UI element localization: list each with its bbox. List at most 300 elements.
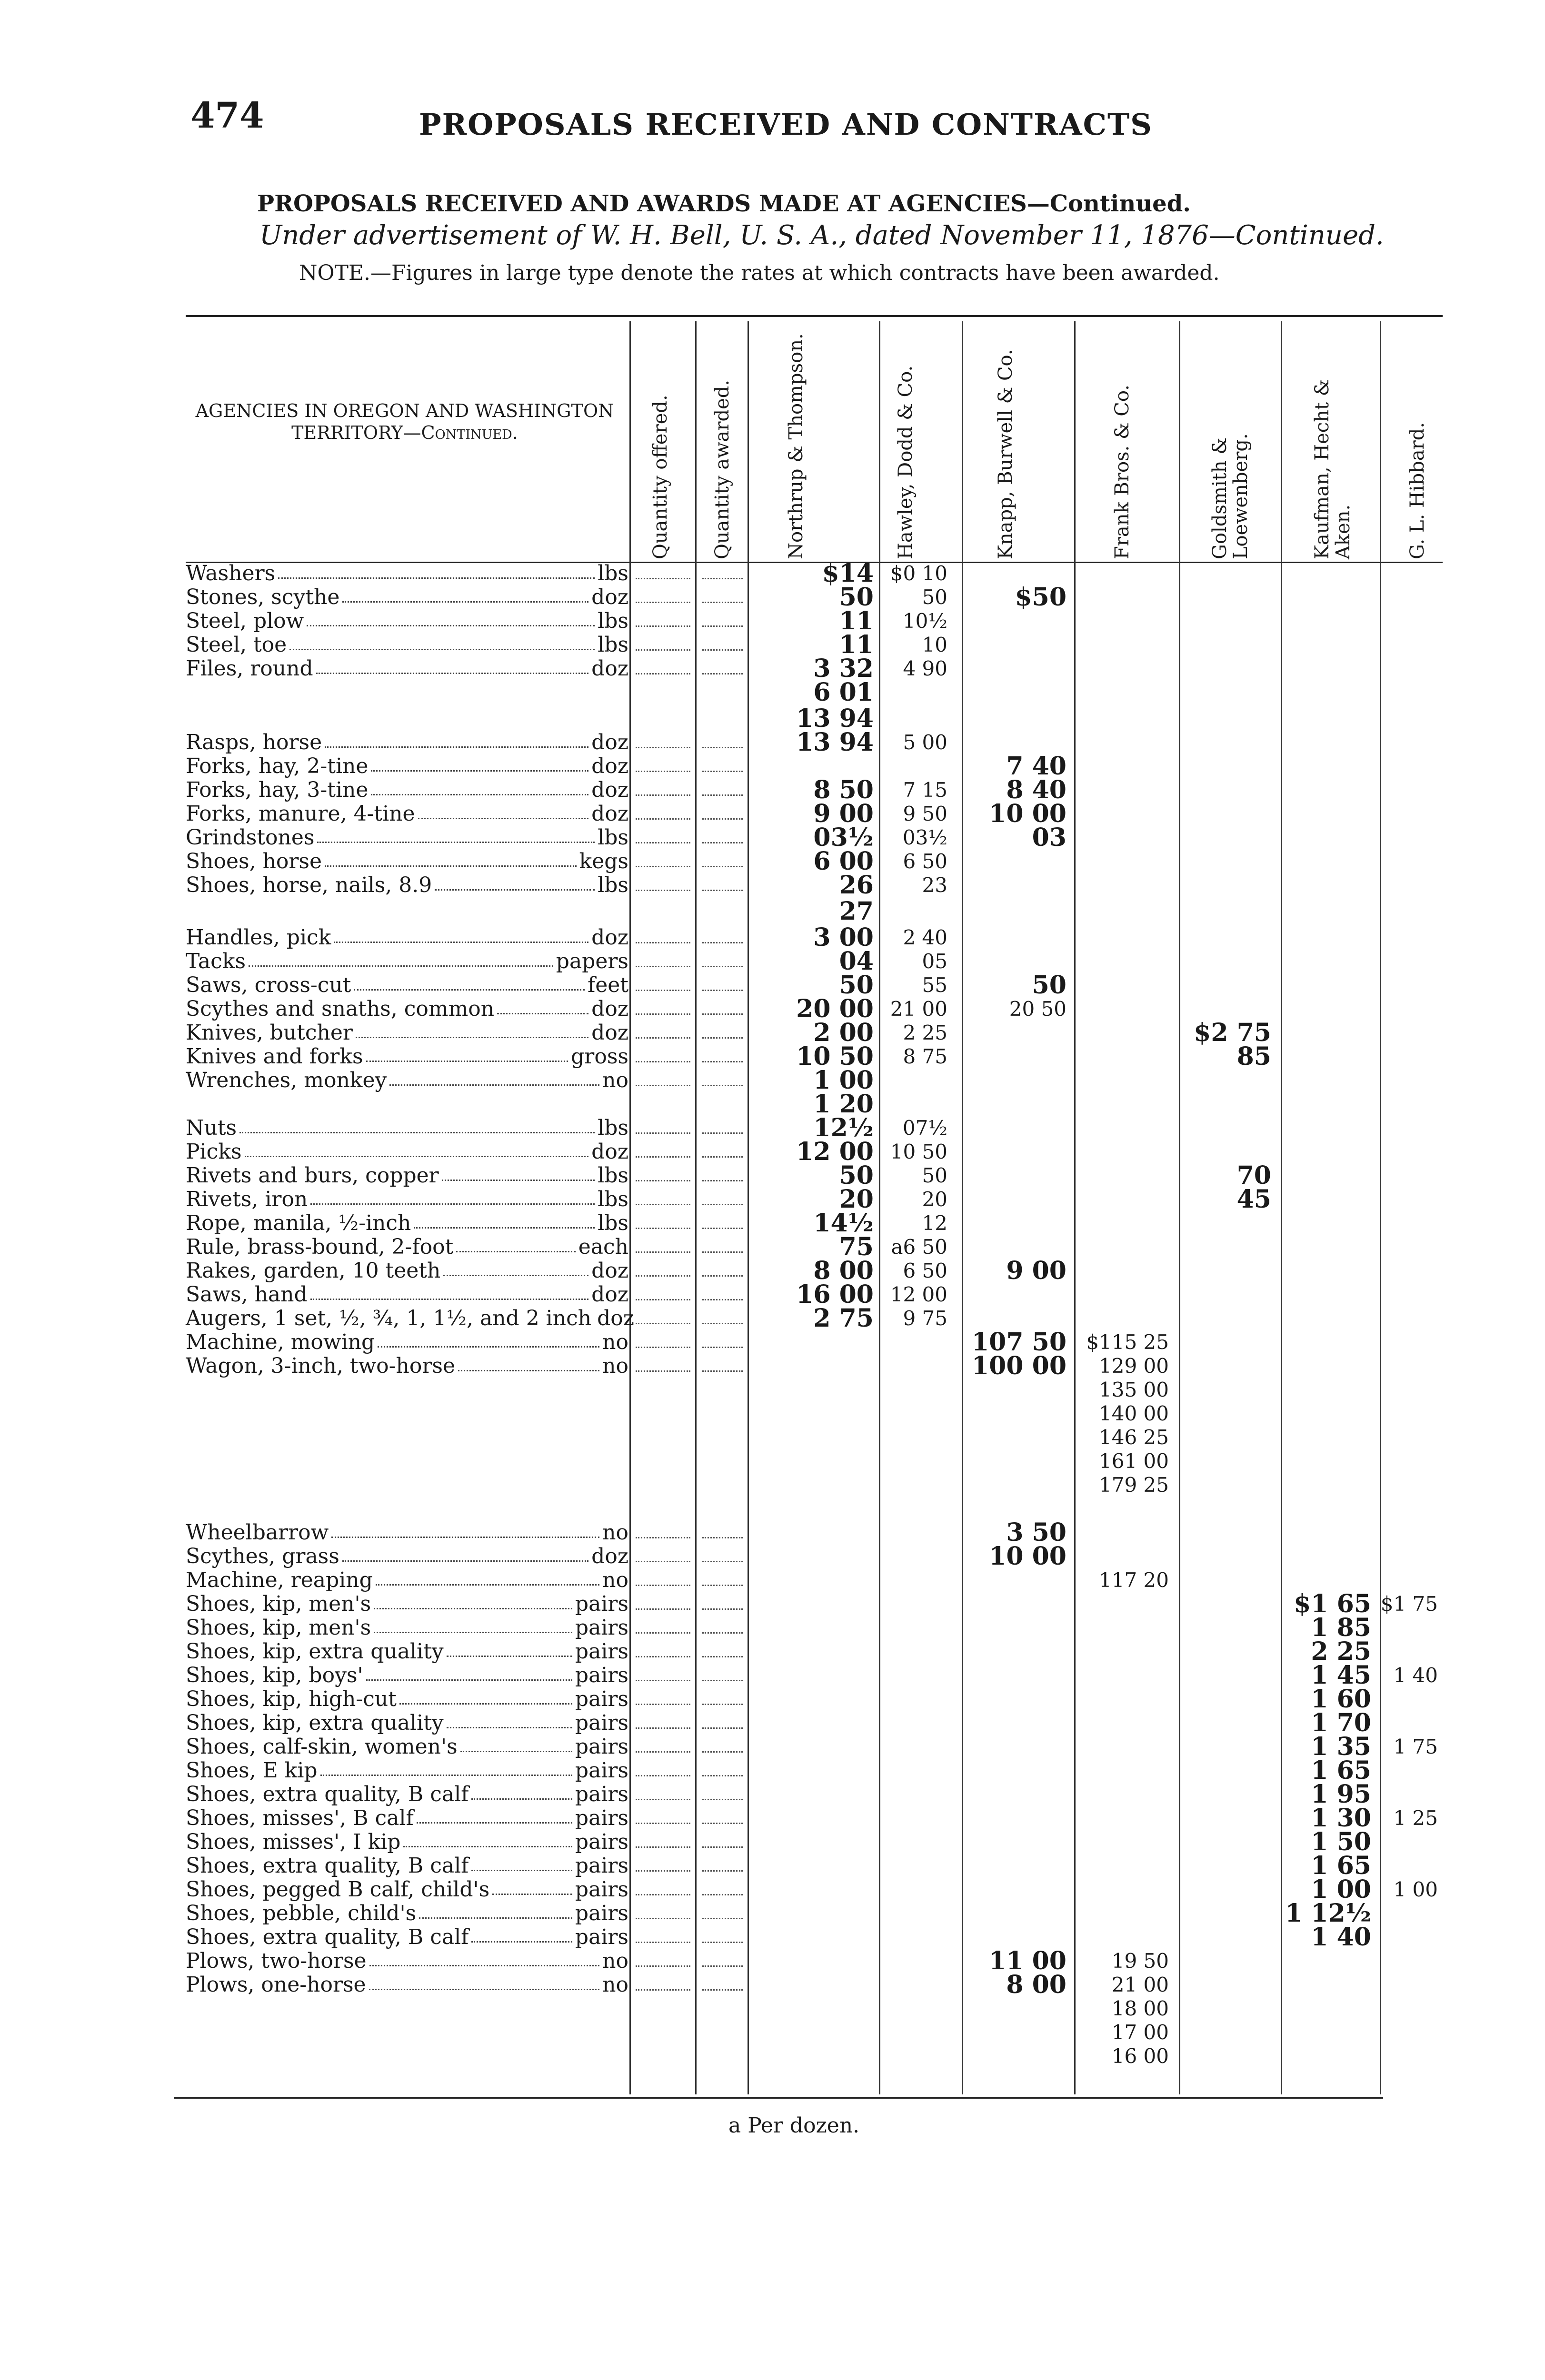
- dotted-fill: [702, 1608, 743, 1610]
- northrup-price: 14½: [813, 1209, 874, 1238]
- item-unit: pairs: [575, 1782, 628, 1806]
- dotted-fill: [636, 1989, 690, 1991]
- dotted-fill: [702, 1061, 743, 1062]
- item-name: Forks, manure, 4-tine: [186, 802, 415, 826]
- item-name: Shoes, calf-skin, women's: [186, 1735, 458, 1759]
- item-name: Shoes, horse, nails, 8.9: [186, 873, 432, 897]
- dot-leader: [443, 1259, 588, 1276]
- item-unit: lbs: [598, 609, 628, 633]
- knapp-price: 10 00: [989, 799, 1067, 828]
- frank-price: 146 25: [1099, 1426, 1169, 1449]
- dotted-fill: [636, 602, 690, 603]
- knapp-price: 10 00: [989, 1542, 1067, 1571]
- item-name: Washers: [186, 561, 276, 585]
- column-header-northrup: Northrup & Thompson.: [785, 333, 807, 559]
- dot-leader: [447, 1711, 572, 1728]
- dotted-fill: [636, 1608, 690, 1610]
- dotted-fill: [636, 649, 690, 651]
- dot-leader: [492, 1878, 572, 1895]
- column-header-kaufman: Kaufman, Hecht & Aken.: [1311, 379, 1354, 559]
- dotted-fill: [702, 673, 743, 674]
- dot-leader: [371, 778, 588, 795]
- frank-price: 17 00: [1111, 2021, 1169, 2044]
- item-name: Shoes, misses', B calf: [186, 1806, 414, 1830]
- hawley-price: 23: [922, 873, 947, 897]
- dot-leader: [447, 1640, 572, 1657]
- frank-price: 16 00: [1111, 2044, 1169, 2068]
- northrup-price: 8 50: [813, 775, 874, 804]
- dotted-fill: [702, 1037, 743, 1039]
- dotted-fill: [702, 866, 743, 867]
- item-name: Machine, reaping: [186, 1568, 373, 1592]
- hawley-price: 9 50: [903, 802, 947, 825]
- item-name: Scythes and snaths, common: [186, 997, 495, 1021]
- item-unit: doz: [591, 585, 628, 609]
- knapp-price: 11 00: [989, 1946, 1067, 1975]
- dot-leader: [366, 1045, 568, 1062]
- goldsmith-price: 70: [1236, 1161, 1271, 1190]
- dotted-fill: [702, 1347, 743, 1348]
- dotted-fill: [636, 1942, 690, 1943]
- frank-price: $115 25: [1086, 1330, 1169, 1354]
- dotted-fill: [636, 1132, 690, 1134]
- hawley-price: 12 00: [890, 1283, 947, 1306]
- table-row: [186, 973, 628, 997]
- dotted-fill: [702, 1085, 743, 1086]
- knapp-price: 8 00: [1006, 1970, 1067, 1999]
- table-row: [186, 1830, 628, 1854]
- agency-column-header: AGENCIES IN OREGON AND WASHINGTON TERRITORY—Continued.: [195, 400, 614, 443]
- hibbard-price: 1 40: [1393, 1664, 1438, 1687]
- dot-leader: [471, 1925, 572, 1943]
- item-name: Steel, plow: [186, 609, 304, 633]
- table-row: [186, 1069, 628, 1092]
- item-unit: pairs: [575, 1830, 628, 1854]
- column-header-quantity-offered: Quantity offered.: [649, 395, 671, 559]
- item-name: Wagon, 3-inch, two-horse: [186, 1354, 456, 1378]
- item-unit: pairs: [575, 1616, 628, 1640]
- dotted-fill: [636, 1180, 690, 1181]
- column-divider: [1380, 321, 1381, 2094]
- dot-leader: [317, 826, 595, 843]
- dotted-fill: [636, 866, 690, 867]
- item-name: Wrenches, monkey: [186, 1068, 387, 1092]
- column-header-knapp: Knapp, Burwell & Co.: [995, 349, 1017, 559]
- item-unit: doz: [591, 778, 628, 802]
- table-row: [186, 1616, 628, 1640]
- dot-leader: [374, 1592, 572, 1609]
- dot-leader: [376, 1568, 599, 1586]
- footnote: a Per dozen.: [728, 2113, 860, 2138]
- frank-price: 19 50: [1111, 1949, 1169, 1973]
- item-unit: doz: [591, 1282, 628, 1307]
- dot-leader: [419, 1902, 572, 1919]
- dotted-fill: [702, 602, 743, 603]
- knapp-price: $50: [1015, 583, 1067, 612]
- item-unit: doz: [591, 1544, 628, 1568]
- table-row: [186, 1854, 628, 1878]
- column-header-hawley: Hawley, Dodd & Co.: [895, 365, 917, 559]
- item-unit: lbs: [598, 825, 628, 850]
- dot-leader: [310, 1283, 588, 1300]
- frank-price: 161 00: [1099, 1449, 1169, 1473]
- dotted-fill: [702, 1751, 743, 1753]
- table-row: [186, 1568, 628, 1592]
- northrup-price: 1 00: [813, 1066, 874, 1095]
- northrup-price: 50: [839, 971, 874, 1000]
- dot-leader: [374, 1616, 572, 1633]
- dotted-fill: [702, 942, 743, 943]
- dot-leader: [278, 562, 595, 579]
- dotted-fill: [702, 1965, 743, 1967]
- northrup-price: 2 75: [813, 1304, 874, 1333]
- dotted-fill: [702, 1537, 743, 1538]
- frank-price: 21 00: [1111, 1973, 1169, 1996]
- item-unit: no: [602, 1568, 628, 1592]
- item-name: Shoes, E kip: [186, 1758, 318, 1783]
- table-row: [186, 731, 628, 754]
- item-name: Tacks: [186, 949, 246, 973]
- table-row: [186, 1354, 628, 1378]
- item-unit: lbs: [598, 1116, 628, 1140]
- hibbard-price: 1 00: [1393, 1878, 1438, 1901]
- item-unit: doz: [591, 1259, 628, 1283]
- knapp-price: 9 00: [1006, 1256, 1067, 1285]
- dot-leader: [471, 1783, 572, 1800]
- column-divider: [962, 321, 963, 2094]
- dotted-fill: [636, 1561, 690, 1562]
- dotted-fill: [702, 1013, 743, 1015]
- dotted-fill: [636, 1347, 690, 1348]
- hawley-price: 05: [922, 950, 947, 973]
- dot-leader: [307, 609, 595, 626]
- item-unit: no: [602, 1354, 628, 1378]
- dotted-fill: [702, 1275, 743, 1277]
- northrup-price: 13 94: [796, 704, 874, 733]
- dot-leader: [497, 997, 588, 1014]
- hibbard-price: 1 75: [1393, 1735, 1438, 1758]
- hawley-price: 6 50: [903, 850, 947, 873]
- northrup-price: 27: [839, 897, 874, 926]
- item-name: Machine, mowing: [186, 1330, 375, 1354]
- item-unit: pairs: [575, 1758, 628, 1783]
- item-name: Shoes, extra quality, B calf: [186, 1925, 469, 1949]
- column-header-quantity-awarded: Quantity awarded.: [711, 379, 733, 559]
- dot-leader: [249, 950, 553, 967]
- item-unit: pairs: [575, 1806, 628, 1830]
- dotted-fill: [702, 1727, 743, 1729]
- dotted-fill: [636, 1323, 690, 1324]
- frank-price: 18 00: [1111, 1997, 1169, 2020]
- northrup-price: 20: [839, 1185, 874, 1214]
- dotted-fill: [702, 1799, 743, 1800]
- dotted-fill: [636, 1727, 690, 1729]
- northrup-price: 2 00: [813, 1018, 874, 1047]
- northrup-price: 12½: [813, 1113, 874, 1142]
- knapp-price: 107 50: [971, 1328, 1067, 1357]
- item-name: Grindstones: [186, 825, 315, 850]
- item-unit: no: [602, 1973, 628, 1997]
- dotted-fill: [636, 1775, 690, 1776]
- dot-leader: [471, 1854, 572, 1871]
- dotted-fill: [636, 1251, 690, 1253]
- item-name: Rule, brass-bound, 2-foot: [186, 1235, 454, 1259]
- table-row: [186, 585, 628, 609]
- table-row: [186, 1711, 628, 1735]
- dot-leader: [369, 1949, 600, 1966]
- hawley-price: 8 75: [903, 1045, 947, 1068]
- dotted-fill: [702, 747, 743, 748]
- hawley-price: 10 50: [890, 1140, 947, 1163]
- dot-leader: [342, 585, 588, 603]
- item-unit: lbs: [598, 1163, 628, 1188]
- dotted-fill: [636, 1656, 690, 1657]
- dotted-fill: [702, 794, 743, 796]
- dot-leader: [239, 1116, 595, 1133]
- dot-leader: [418, 802, 589, 819]
- dotted-fill: [636, 942, 690, 943]
- dotted-fill: [636, 1061, 690, 1062]
- kaufman-price: 1 40: [1311, 1923, 1371, 1952]
- northrup-price: 12 00: [796, 1137, 874, 1166]
- dotted-fill: [702, 1204, 743, 1205]
- northrup-price: 11: [839, 630, 874, 659]
- kaufman-price: 1 45: [1311, 1661, 1371, 1690]
- table-top-rule: [186, 315, 1443, 317]
- item-name: Scythes, grass: [186, 1544, 339, 1568]
- northrup-price: 9 00: [813, 799, 874, 828]
- item-name: Nuts: [186, 1116, 237, 1140]
- dotted-fill: [636, 818, 690, 820]
- item-name: Stones, scythe: [186, 585, 340, 609]
- table-row: [186, 1735, 628, 1759]
- northrup-price: 6 00: [813, 847, 874, 876]
- dotted-fill: [702, 1251, 743, 1253]
- page-subtitle: Under advertisement of W. H. Bell, U. S. A., dated November 11, 1876—Continued.: [259, 220, 1384, 251]
- table-row: [186, 1140, 628, 1164]
- knapp-price: 3 50: [1006, 1518, 1067, 1547]
- item-name: Rivets, iron: [186, 1187, 308, 1211]
- knapp-price: 03: [1032, 823, 1067, 852]
- item-unit: pairs: [575, 1854, 628, 1878]
- dotted-fill: [636, 890, 690, 891]
- table-row: [186, 633, 628, 657]
- item-name: Knives and forks: [186, 1044, 363, 1069]
- knapp-price: 100 00: [971, 1351, 1067, 1380]
- dot-leader: [331, 1521, 599, 1538]
- frank-price: 129 00: [1099, 1354, 1169, 1378]
- item-unit: kegs: [579, 849, 628, 873]
- item-name: Shoes, kip, high-cut: [186, 1687, 397, 1711]
- table-row: [186, 1902, 628, 1925]
- item-name: Files, round: [186, 656, 313, 681]
- dotted-fill: [702, 1823, 743, 1824]
- column-divider: [695, 321, 697, 2094]
- column-divider: [1074, 321, 1076, 2094]
- item-name: Shoes, kip, boys': [186, 1663, 363, 1687]
- dot-leader: [442, 1164, 595, 1181]
- table-row: [186, 1283, 628, 1307]
- column-divider: [1281, 321, 1282, 2094]
- note-text: NOTE.—Figures in large type denote the rates at which contracts have been awarded.: [299, 261, 1220, 285]
- table-row: [186, 1949, 628, 1973]
- northrup-price: 50: [839, 583, 874, 612]
- hibbard-price: $1 75: [1380, 1592, 1438, 1616]
- hawley-price: 10: [922, 633, 947, 656]
- table-row: [186, 826, 628, 850]
- knapp-price: 8 40: [1006, 775, 1067, 804]
- item-unit: pairs: [575, 1925, 628, 1949]
- dot-leader: [325, 850, 577, 867]
- kaufman-price: 1 65: [1311, 1851, 1371, 1880]
- dotted-fill: [636, 1013, 690, 1015]
- dotted-fill: [636, 1823, 690, 1824]
- dot-leader: [399, 1687, 572, 1705]
- table-row: [186, 1783, 628, 1806]
- column-divider: [629, 321, 631, 2094]
- dotted-fill: [702, 625, 743, 627]
- item-unit: lbs: [598, 1187, 628, 1211]
- table-row: [186, 1664, 628, 1687]
- hawley-price: 9 75: [903, 1307, 947, 1330]
- dotted-fill: [636, 1799, 690, 1800]
- dot-leader: [320, 1759, 572, 1776]
- hawley-price: $0 10: [890, 562, 947, 585]
- dot-leader: [334, 926, 588, 943]
- dotted-fill: [702, 578, 743, 579]
- hawley-price: 03½: [902, 826, 947, 849]
- dotted-fill: [702, 1132, 743, 1134]
- table-row: [186, 609, 628, 633]
- dotted-fill: [636, 1085, 690, 1086]
- item-unit: pairs: [575, 1663, 628, 1687]
- dotted-fill: [636, 1156, 690, 1158]
- hawley-price: 2 40: [903, 926, 947, 949]
- dot-leader: [289, 633, 595, 650]
- hawley-price: 07½: [902, 1116, 947, 1140]
- table-row: [186, 1259, 628, 1283]
- dot-leader: [356, 1021, 588, 1038]
- northrup-price: 20 00: [796, 994, 874, 1023]
- goldsmith-price: 85: [1236, 1042, 1271, 1071]
- hawley-price: 50: [922, 1164, 947, 1187]
- item-name: Steel, toe: [186, 633, 287, 657]
- table-row: [186, 1164, 628, 1188]
- northrup-price: 50: [839, 1161, 874, 1190]
- item-unit: doz: [591, 925, 628, 950]
- item-unit: pairs: [575, 1687, 628, 1711]
- northrup-price: 04: [839, 947, 874, 976]
- table-row: [186, 1045, 628, 1069]
- hawley-price: a6 50: [891, 1235, 947, 1259]
- dotted-fill: [702, 1704, 743, 1705]
- item-name: Shoes, pebble, child's: [186, 1901, 417, 1925]
- dotted-fill: [636, 747, 690, 748]
- frank-price: 135 00: [1099, 1378, 1169, 1401]
- dotted-fill: [636, 1918, 690, 1919]
- item-unit: pairs: [575, 1901, 628, 1925]
- item-unit: pairs: [575, 1592, 628, 1616]
- dotted-fill: [702, 1942, 743, 1943]
- knapp-price: 7 40: [1006, 752, 1067, 781]
- table-row: [186, 754, 628, 778]
- dot-leader: [460, 1735, 572, 1752]
- column-header-frank: Frank Bros. & Co.: [1111, 384, 1133, 559]
- table-row: [186, 873, 628, 897]
- kaufman-price: 1 85: [1311, 1613, 1371, 1642]
- dotted-fill: [636, 1275, 690, 1277]
- item-unit: doz: [591, 997, 628, 1021]
- dotted-fill: [702, 1323, 743, 1324]
- northrup-price: 8 00: [813, 1256, 874, 1285]
- kaufman-price: 2 25: [1311, 1637, 1371, 1666]
- dotted-fill: [636, 1704, 690, 1705]
- dotted-fill: [702, 890, 743, 891]
- dot-leader: [417, 1806, 572, 1824]
- dotted-fill: [636, 1870, 690, 1872]
- northrup-price: 1 20: [813, 1090, 874, 1119]
- table-row: [186, 926, 628, 950]
- dotted-fill: [636, 990, 690, 991]
- northrup-price: 10 50: [796, 1042, 874, 1071]
- item-name: Plows, one-horse: [186, 1973, 366, 1997]
- dot-leader: [366, 1664, 572, 1681]
- dot-leader: [354, 973, 585, 991]
- dotted-fill: [636, 578, 690, 579]
- item-name: Wheelbarrow: [186, 1520, 329, 1545]
- dotted-fill: [702, 1894, 743, 1895]
- table-row: [186, 950, 628, 973]
- item-name: Forks, hay, 3-tine: [186, 778, 369, 802]
- dot-leader: [371, 754, 588, 772]
- dotted-fill: [636, 1228, 690, 1229]
- dotted-fill: [636, 1751, 690, 1753]
- dotted-fill: [636, 1680, 690, 1681]
- frank-price: 117 20: [1099, 1568, 1169, 1592]
- table-row: [186, 802, 628, 826]
- page-number: 474: [190, 95, 264, 136]
- item-unit: papers: [556, 949, 628, 973]
- column-divider: [748, 321, 749, 2094]
- northrup-price: 6 01: [813, 678, 874, 707]
- dot-leader: [456, 1235, 575, 1252]
- dot-leader: [325, 731, 588, 748]
- dot-leader: [414, 1211, 595, 1229]
- item-name: Rope, manila, ½-inch: [186, 1211, 411, 1235]
- table-row: [186, 1021, 628, 1045]
- dotted-fill: [702, 1870, 743, 1872]
- dotted-fill: [702, 1299, 743, 1300]
- kaufman-price: 1 12½: [1285, 1899, 1371, 1928]
- item-name: Shoes, kip, men's: [186, 1592, 371, 1616]
- hibbard-price: 1 25: [1393, 1806, 1438, 1830]
- kaufman-price: 1 00: [1311, 1875, 1371, 1904]
- table-row: [186, 1211, 628, 1235]
- item-unit: pairs: [575, 1877, 628, 1902]
- item-unit: each: [578, 1235, 628, 1259]
- column-divider: [879, 321, 880, 2094]
- kaufman-price: 1 35: [1311, 1732, 1371, 1761]
- item-name: Shoes, extra quality, B calf: [186, 1854, 469, 1878]
- kaufman-price: 1 70: [1311, 1708, 1371, 1737]
- item-unit: gross: [571, 1044, 628, 1069]
- item-unit: no: [602, 1068, 628, 1092]
- item-name: Knives, butcher: [186, 1021, 353, 1045]
- dotted-fill: [702, 990, 743, 991]
- hawley-price: 10½: [902, 609, 947, 633]
- dotted-fill: [702, 1775, 743, 1776]
- item-unit: doz: [591, 802, 628, 826]
